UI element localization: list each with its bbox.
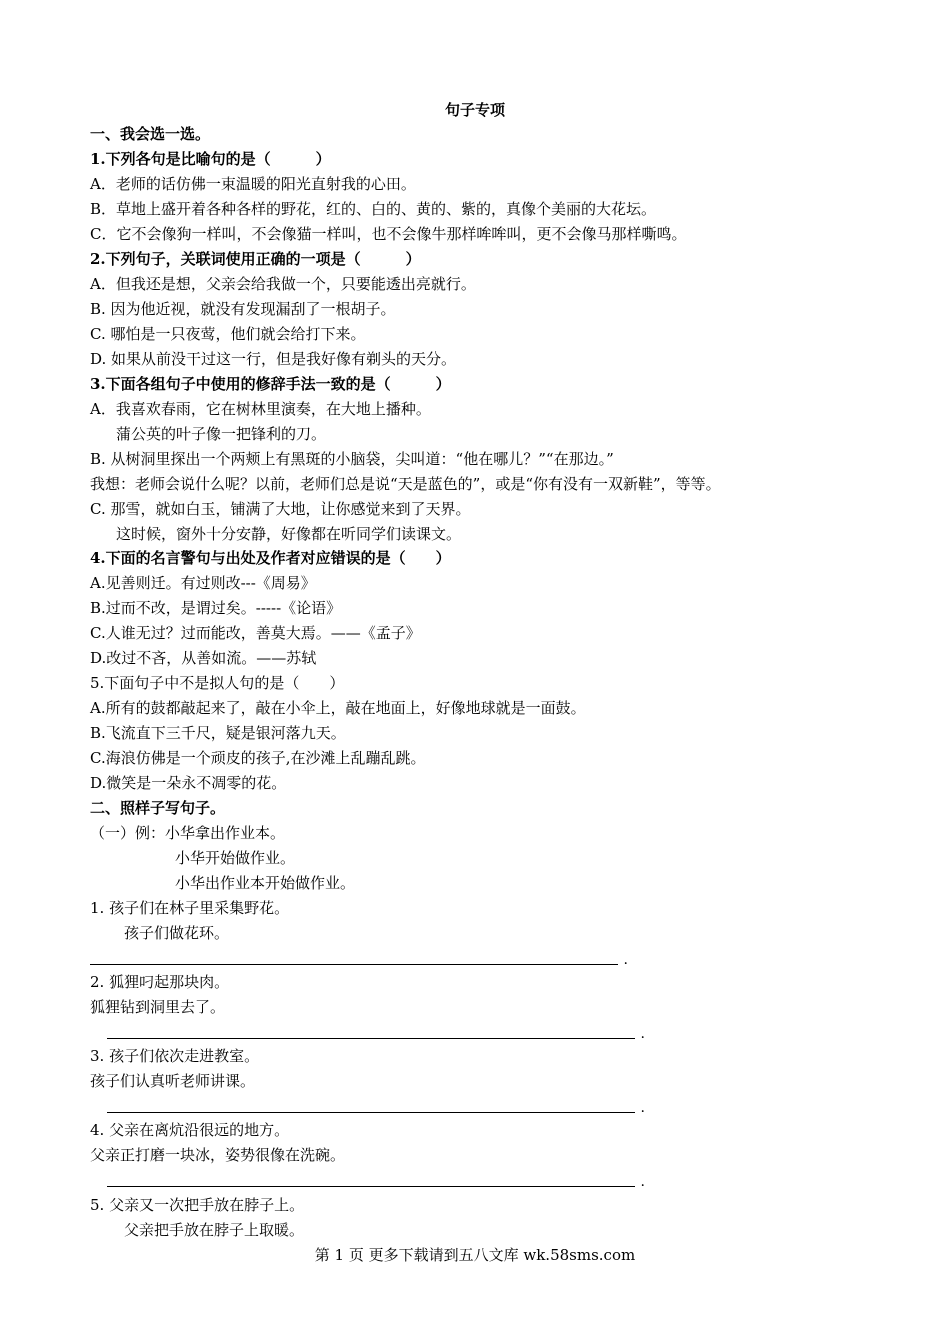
example-line-2: 小华开始做作业。 <box>175 849 296 867</box>
question-1-stem: 1.下列各句是比喻句的是（ ） <box>90 150 331 168</box>
question-1-option-a: A．老师的话仿佛一束温暖的阳光直射我的心田。 <box>90 175 416 193</box>
exercise-2-sentence-2: 狐狸钻到洞里去了。 <box>90 998 226 1016</box>
exercise-2-answer-line[interactable] <box>107 1024 645 1042</box>
exercise-3-answer-line[interactable] <box>107 1098 645 1116</box>
exercise-5-sentence-1: 5. 父亲又一次把手放在脖子上。 <box>90 1196 305 1214</box>
example-line-3: 小华出作业本开始做作业。 <box>175 874 356 892</box>
exercise-1-sentence-1: 1. 孩子们在林子里采集野花。 <box>90 899 290 917</box>
exercise-4-sentence-2: 父亲正打磨一块冰，姿势很像在洗碗。 <box>90 1146 346 1164</box>
question-5-stem: 5.下面句子中不是拟人句的是（ ） <box>90 674 345 692</box>
question-3-option-a-line1: A．我喜欢春雨，它在树林里演奏，在大地上播种。 <box>90 400 431 418</box>
question-5-option-b: B.飞流直下三千尺，疑是银河落九天。 <box>90 724 346 742</box>
question-4-option-c: C.人谁无过？过而能改，善莫大焉。——《孟子》 <box>90 624 421 642</box>
question-3-stem: 3.下面各组句子中使用的修辞手法一致的是（ ） <box>90 375 451 393</box>
question-3-option-c-line1: C. 那雪，就如白玉，铺满了大地，让你感觉来到了天界。 <box>90 500 471 518</box>
answer-line-end-mark: . <box>623 952 628 968</box>
example-line-1: （一）例：小华拿出作业本。 <box>90 824 286 842</box>
question-5-option-c: C.海浪仿佛是一个顽皮的孩子,在沙滩上乱蹦乱跳。 <box>90 749 426 767</box>
exercise-1-answer-line[interactable] <box>90 950 628 968</box>
exercise-1-sentence-2: 孩子们做花环。 <box>124 924 230 942</box>
question-4-option-b: B.过而不改，是谓过矣。-----《论语》 <box>90 599 342 617</box>
section-two-heading: 二、照样子写句子。 <box>90 799 226 817</box>
question-2-option-a: A．但我还是想，父亲会给我做一个，只要能透出亮就行。 <box>90 275 476 293</box>
exercise-2-sentence-1: 2. 狐狸叼起那块肉。 <box>90 973 230 991</box>
question-1-option-c: C．它不会像狗一样叫，不会像猫一样叫，也不会像牛那样哞哞叫，更不会像马那样嘶鸣。 <box>90 225 687 243</box>
question-4-option-d: D.改过不吝，从善如流。——苏轼 <box>90 649 317 667</box>
exercise-4-answer-line[interactable] <box>107 1172 645 1190</box>
exercise-4-sentence-1: 4. 父亲在离炕沿很远的地方。 <box>90 1121 290 1139</box>
page-footer: 第 1 页 更多下载请到五八文库 wk.58sms.com <box>314 1246 636 1264</box>
question-3-option-b-line2: 我想：老师会说什么呢？以前，老师们总是说“天是蓝色的”，或是“你有没有一双新鞋”，等等。 <box>90 475 721 493</box>
answer-line-end-mark: . <box>640 1100 645 1116</box>
question-2-option-b: B. 因为他近视，就没有发现漏刮了一根胡子。 <box>90 300 396 318</box>
exercise-3-sentence-2: 孩子们认真听老师讲课。 <box>90 1072 256 1090</box>
document-title: 句子专项 <box>444 101 505 119</box>
answer-line-end-mark: . <box>640 1026 645 1042</box>
question-4-stem: 4.下面的名言警句与出处及作者对应错误的是（ ） <box>90 549 451 567</box>
question-5-option-a: A.所有的鼓都敲起来了，敲在小伞上，敲在地面上，好像地球就是一面鼓。 <box>90 699 586 717</box>
section-one-heading: 一、我会选一选。 <box>90 125 211 143</box>
question-3-option-b-line1: B. 从树洞里探出一个两颊上有黑斑的小脑袋，尖叫道：“他在哪儿？”“在那边。” <box>90 450 614 468</box>
question-4-option-a: A.见善则迁。有过则改---《周易》 <box>90 574 316 592</box>
exercise-5-sentence-2: 父亲把手放在脖子上取暖。 <box>124 1221 305 1239</box>
answer-line-end-mark: . <box>640 1174 645 1190</box>
question-1-option-b: B．草地上盛开着各种各样的野花，红的、白的、黄的、紫的，真像个美丽的大花坛。 <box>90 200 657 218</box>
question-2-option-c: C. 哪怕是一只夜莺，他们就会给打下来。 <box>90 325 366 343</box>
question-3-option-c-line2: 这时候，窗外十分安静，好像都在听同学们读课文。 <box>116 525 462 543</box>
question-2-stem: 2.下列句子，关联词使用正确的一项是（ ） <box>90 250 421 268</box>
question-2-option-d: D. 如果从前没干过这一行，但是我好像有剃头的天分。 <box>90 350 457 368</box>
question-5-option-d: D.微笑是一朵永不凋零的花。 <box>90 774 287 792</box>
question-3-option-a-line2: 蒲公英的叶子像一把锋利的刀。 <box>116 425 327 443</box>
exercise-3-sentence-1: 3. 孩子们依次走进教室。 <box>90 1047 260 1065</box>
